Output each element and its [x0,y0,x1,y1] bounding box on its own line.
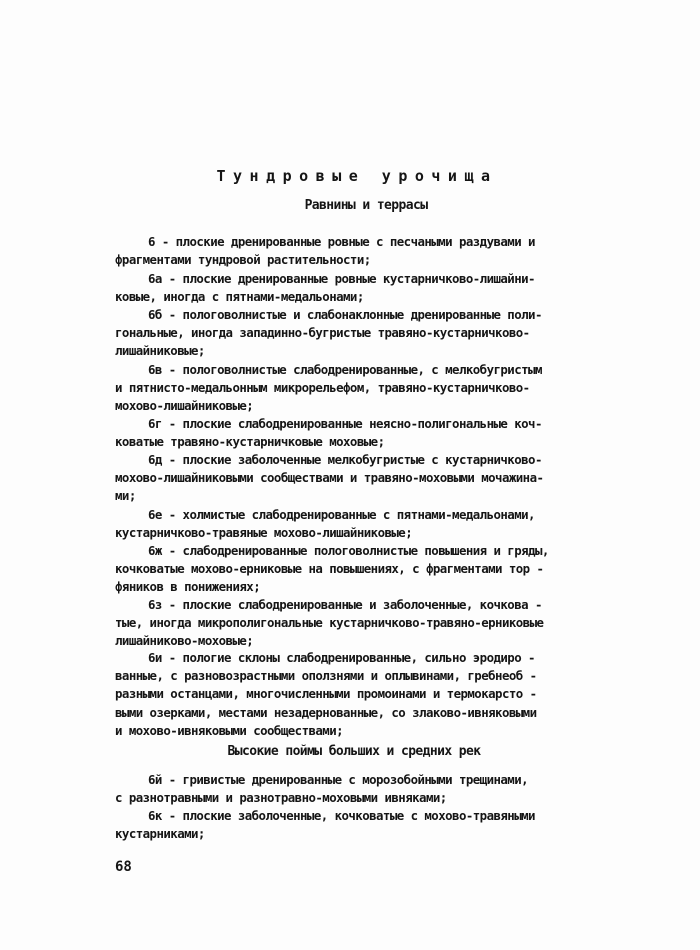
entry-line: 6 - плоские дренированные ровные с песчаными раздувами и [148,234,535,249]
entry-line: выми озерками, местами незадернованные, со злаково-ивняковыми [115,704,537,720]
entry-6i [115,649,585,740]
entry-line: с разнотравными и разнотравно-моховыми ивняками; [115,790,447,806]
entry-6b [115,306,585,361]
entry-line: 6й - гривистые дренированные с морозобойными трещинами, [148,772,529,787]
entry-line: 6д - плоские заболоченные мелкобугристые с кустарничково- [148,452,542,467]
entry-line: мохово-лишайниковые; [115,398,254,414]
entry-line: кустарниками; [115,826,205,842]
entry-6y [115,771,585,807]
entry-6 [115,233,585,269]
entry-line: 6к - плоские заболоченные, кочковатые с мохово-травяными [148,808,535,823]
entry-line: ванные, с разновозрастными оползнями и оплывинами, гребнеоб - [115,668,537,684]
entry-line: и пятнисто-медальонным микрорельефом, травяно-кустарничково- [115,380,530,396]
page-number: 68 [115,859,132,875]
entry-line: 6е - холмистые слабодренированные с пятнами-медальонами, [148,507,535,522]
entry-6d [115,451,585,506]
section-heading-plains: Равнины и террасы [304,198,428,213]
entry-line: 6а - плоские дренированные ровные кустарничково-лишайни- [148,271,535,286]
entry-6a [115,270,585,306]
entry-6g [115,415,585,451]
section-heading-floodplains: Высокие поймы больших и средних рек [227,744,481,759]
entry-line: 6и - пологие склоны слабодренированные, сильно эродиро - [148,650,535,665]
entry-6e [115,506,585,542]
page-title: Тундровые урочища [216,167,498,185]
entry-line: лишайниковые; [115,343,205,359]
entry-line: гональные, иногда западинно-бугристые травяно-кустарничково- [115,325,530,341]
entry-line: разными останцами, многочисленными промоинами и термокарсто - [115,686,537,702]
entry-line: 6ж - слабодренированные пологоволнистые повышения и гряды, [148,543,549,558]
entry-6k [115,807,585,843]
entry-line: ковые, иногда с пятнами-медальонами; [115,289,364,305]
entry-6zh [115,542,585,597]
entry-line: 6з - плоские слабодренированные и заболоченные, кочкова - [148,597,542,612]
entry-line: 6г - плоские слабодренированные неясно-полигональные коч- [148,416,542,431]
entry-6z [115,596,585,651]
entry-line: фрагментами тундровой растительности; [115,252,371,268]
entry-line: коватые травяно-кустарничковые моховые; [115,434,385,450]
entry-line: кустарничково-травяные мохово-лишайниковые; [115,525,413,541]
entry-line: 6б - пологоволнистые и слабонаклонные дренированные поли- [148,307,542,322]
entry-line: мохово-лишайниковыми сообществами и травяно-моховыми мочажина- [115,470,544,486]
entry-line: тые, иногда микрополигональные кустарничково-травяно-ерниковые [115,615,544,631]
entry-line: ми; [115,488,136,504]
entry-line: кочковатые мохово-ерниковые на повышениях, с фрагментами тор - [115,561,544,577]
entry-line: и мохово-ивняковыми сообществами; [115,722,344,738]
entry-line: фяников в понижениях; [115,579,261,595]
entry-6v [115,361,585,416]
entry-line: 6в - пологоволнистые слабодренированные, с мелкобугристым [148,362,542,377]
entry-line: лишайниково-моховые; [115,633,254,649]
